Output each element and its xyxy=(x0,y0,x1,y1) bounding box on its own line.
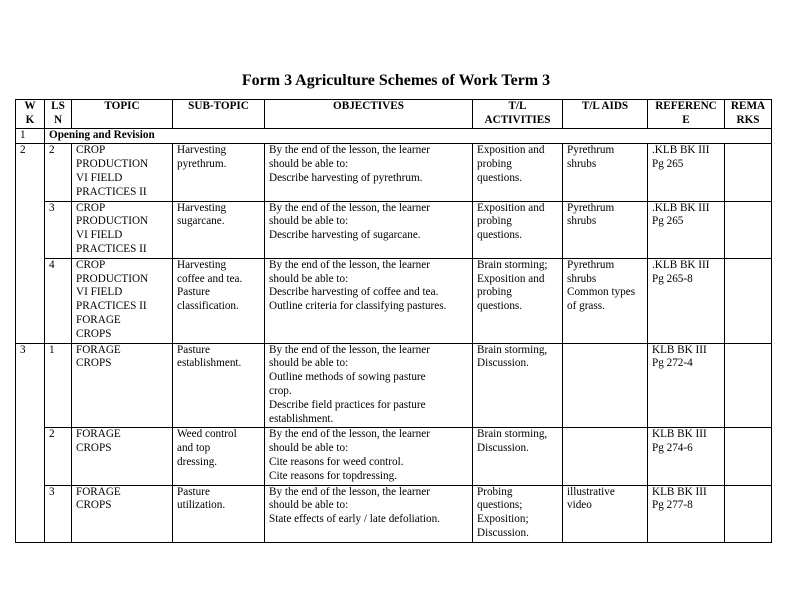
cell-line: utilization. xyxy=(177,499,226,512)
cell-line: By the end of the lesson, the learner xyxy=(269,201,430,214)
reference-cell xyxy=(648,144,725,201)
opening-text: Opening and Revision xyxy=(45,128,772,144)
aids-cell xyxy=(563,428,648,485)
cell-line: establishment. xyxy=(269,412,334,425)
cell-line: Brain storming; xyxy=(477,258,548,271)
lesson-number: 4 xyxy=(45,258,72,343)
cell-line: RKS xyxy=(736,113,760,126)
cell-line: should be able to: xyxy=(269,158,349,171)
page-title: Form 3 Agriculture Schemes of Work Term 3 xyxy=(241,72,551,89)
activities-cell xyxy=(473,258,563,343)
lesson-number: 3 xyxy=(45,201,72,258)
table-row xyxy=(16,258,772,343)
cell-line: Exposition and xyxy=(477,272,545,285)
schemes-table xyxy=(15,99,772,543)
cell-line: should be able to: xyxy=(269,357,349,370)
cell-line: VI FIELD xyxy=(76,229,123,242)
cell-line: shrubs xyxy=(567,158,597,171)
cell-line: CROPS xyxy=(76,442,112,455)
topic-cell xyxy=(72,485,173,542)
objectives-cell xyxy=(265,201,473,258)
cell-line: FORAGE xyxy=(76,343,121,356)
cell-line: PRODUCTION xyxy=(76,215,149,228)
header-subtopic xyxy=(173,100,265,129)
cell-line: ACTIVITIES xyxy=(484,113,551,126)
cell-line: Harvesting xyxy=(177,201,227,214)
cell-line: sugarcane. xyxy=(177,215,225,228)
aids-cell xyxy=(563,343,648,428)
lesson-number: 1 xyxy=(45,343,72,428)
remarks-cell xyxy=(725,428,772,485)
topic-cell xyxy=(72,201,173,258)
cell-line: CROP xyxy=(76,201,106,214)
activities-cell xyxy=(473,343,563,428)
reference-cell xyxy=(648,428,725,485)
topic-cell xyxy=(72,428,173,485)
table-row xyxy=(16,428,772,485)
cell-line: crop. xyxy=(269,384,292,397)
cell-line: VI FIELD xyxy=(76,171,123,184)
remarks-cell xyxy=(725,258,772,343)
cell-line: Discussion. xyxy=(477,357,529,370)
cell-line: Pyrethrum xyxy=(567,201,615,214)
cell-line: .KLB BK III xyxy=(652,258,710,271)
cell-line: questions. xyxy=(477,300,523,313)
header-row xyxy=(16,100,772,129)
cell-line: By the end of the lesson, the learner xyxy=(269,258,430,271)
cell-line: pyrethrum. xyxy=(177,158,227,171)
cell-line: of grass. xyxy=(567,300,605,313)
cell-line: REMA xyxy=(730,100,766,112)
objectives-cell xyxy=(265,428,473,485)
activities-cell xyxy=(473,201,563,258)
objectives-cell xyxy=(265,144,473,201)
cell-line: CROPS xyxy=(76,327,112,340)
subtopic-cell xyxy=(173,428,265,485)
aids-cell xyxy=(563,258,648,343)
cell-line: By the end of the lesson, the learner xyxy=(269,144,430,157)
header-reference xyxy=(648,100,725,129)
cell-line: Cite reasons for topdressing. xyxy=(269,469,398,482)
cell-line: classification. xyxy=(177,300,239,313)
remarks-cell xyxy=(725,343,772,428)
remarks-cell xyxy=(725,201,772,258)
cell-line: PRACTICES II xyxy=(76,185,147,198)
header-activities xyxy=(473,100,563,129)
cell-line: illustrative xyxy=(567,485,615,498)
cell-line: Probing xyxy=(477,485,513,498)
cell-line: Common types xyxy=(567,286,636,299)
opening-row xyxy=(16,128,772,144)
cell-line: PRACTICES II xyxy=(76,242,147,255)
header-lsn xyxy=(45,100,72,129)
objectives-cell xyxy=(265,343,473,428)
table-row xyxy=(16,201,772,258)
cell-line: Pasture xyxy=(177,286,210,299)
cell-line: TOPIC xyxy=(104,100,140,112)
cell-line: VI FIELD xyxy=(76,286,123,299)
cell-line: CROPS xyxy=(76,499,112,512)
reference-cell xyxy=(648,258,725,343)
cell-line: By the end of the lesson, the learner xyxy=(269,485,430,498)
cell-line: Weed control xyxy=(177,428,237,441)
cell-line: Pyrethrum xyxy=(567,144,615,157)
cell-line: Describe field practices for pasture xyxy=(269,398,426,411)
cell-line: T/L AIDS xyxy=(581,100,629,112)
subtopic-cell xyxy=(173,201,265,258)
cell-line: probing xyxy=(477,286,512,299)
cell-line: Pg 265 xyxy=(652,215,684,228)
cell-line: and top xyxy=(177,442,211,455)
subtopic-cell xyxy=(173,485,265,542)
cell-line: Pg 272-4 xyxy=(652,357,693,370)
table-row xyxy=(16,485,772,542)
cell-line: questions; xyxy=(477,499,523,512)
cell-line: Describe harvesting of sugarcane. xyxy=(269,229,421,242)
cell-line: KLB BK III xyxy=(652,428,707,441)
cell-line: .KLB BK III xyxy=(652,144,710,157)
aids-cell xyxy=(563,201,648,258)
cell-line: Pasture xyxy=(177,343,210,356)
week-number: 3 xyxy=(16,343,45,542)
lesson-number: 3 xyxy=(45,485,72,542)
topic-cell xyxy=(72,343,173,428)
cell-line: should be able to: xyxy=(269,442,349,455)
cell-line: Pg 277-8 xyxy=(652,499,693,512)
cell-line: KLB BK III xyxy=(652,343,707,356)
cell-line: Cite reasons for weed control. xyxy=(269,455,404,468)
cell-line: Brain storming, xyxy=(477,343,548,356)
aids-cell xyxy=(563,144,648,201)
cell-line: questions. xyxy=(477,171,523,184)
cell-line: probing xyxy=(477,158,512,171)
cell-line: CROP xyxy=(76,258,106,271)
remarks-cell xyxy=(725,485,772,542)
cell-line: Pyrethrum xyxy=(567,258,615,271)
cell-line: probing xyxy=(477,215,512,228)
lesson-number: 2 xyxy=(45,428,72,485)
activities-cell xyxy=(473,428,563,485)
cell-line: Brain storming, xyxy=(477,428,548,441)
cell-line: KLB BK III xyxy=(652,485,707,498)
cell-line: Discussion. xyxy=(477,526,529,539)
cell-line: shrubs xyxy=(567,215,597,228)
cell-line: PRODUCTION xyxy=(76,158,149,171)
cell-line: establishment. xyxy=(177,357,242,370)
cell-line: Pg 265-8 xyxy=(652,272,693,285)
cell-line: FORAGE xyxy=(76,485,121,498)
cell-line: OBJECTIVES xyxy=(333,100,404,112)
cell-line: Pg 274-6 xyxy=(652,442,693,455)
header-topic xyxy=(72,100,173,129)
cell-line: Exposition and xyxy=(477,201,545,214)
remarks-cell xyxy=(725,144,772,201)
cell-line: coffee and tea. xyxy=(177,272,243,285)
opening-wk: 1 xyxy=(16,128,45,144)
cell-line: CROP xyxy=(76,144,106,157)
cell-line: Exposition and xyxy=(477,144,545,157)
cell-line: E xyxy=(682,113,690,126)
cell-line: Discussion. xyxy=(477,442,529,455)
objectives-cell xyxy=(265,258,473,343)
activities-cell xyxy=(473,144,563,201)
cell-line: questions. xyxy=(477,229,523,242)
reference-cell xyxy=(648,201,725,258)
cell-line: should be able to: xyxy=(269,499,349,512)
cell-line: State effects of early / late defoliation. xyxy=(269,513,440,526)
topic-cell xyxy=(72,258,173,343)
header-objectives xyxy=(265,100,473,129)
cell-line: Outline methods of sowing pasture xyxy=(269,371,426,384)
cell-line: PRODUCTION xyxy=(76,272,149,285)
cell-line: FORAGE xyxy=(76,428,121,441)
subtopic-cell xyxy=(173,144,265,201)
cell-line: should be able to: xyxy=(269,215,349,228)
cell-line: FORAGE xyxy=(76,313,121,326)
cell-line: CROPS xyxy=(76,357,112,370)
cell-line: By the end of the lesson, the learner xyxy=(269,343,430,356)
header-remarks xyxy=(725,100,772,129)
lesson-number: 2 xyxy=(45,144,72,201)
table-row xyxy=(16,144,772,201)
objectives-cell xyxy=(265,485,473,542)
activities-cell xyxy=(473,485,563,542)
reference-cell xyxy=(648,343,725,428)
table-row xyxy=(16,343,772,428)
cell-line: Pg 265 xyxy=(652,158,684,171)
cell-line: .KLB BK III xyxy=(652,201,710,214)
cell-line: W xyxy=(24,100,36,112)
topic-cell xyxy=(72,144,173,201)
header-wk xyxy=(16,100,45,129)
cell-line: SUB-TOPIC xyxy=(188,100,249,112)
cell-line: LS xyxy=(51,100,65,112)
cell-line: K xyxy=(25,113,35,126)
cell-line: REFERENC xyxy=(655,100,717,112)
cell-line: Harvesting xyxy=(177,144,227,157)
cell-line: By the end of the lesson, the learner xyxy=(269,428,430,441)
week-number: 2 xyxy=(16,144,45,343)
cell-line: N xyxy=(53,113,63,126)
cell-line: T/L xyxy=(508,100,527,112)
subtopic-cell xyxy=(173,343,265,428)
cell-line: PRACTICES II xyxy=(76,300,147,313)
subtopic-cell xyxy=(173,258,265,343)
cell-line: Outline criteria for classifying pastures. xyxy=(269,300,447,313)
cell-line: Harvesting xyxy=(177,258,227,271)
cell-line: Pasture xyxy=(177,485,210,498)
cell-line: Describe harvesting of coffee and tea. xyxy=(269,286,439,299)
header-aids xyxy=(563,100,648,129)
cell-line: dressing. xyxy=(177,455,218,468)
aids-cell xyxy=(563,485,648,542)
cell-line: Exposition; xyxy=(477,513,529,526)
cell-line: should be able to: xyxy=(269,272,349,285)
reference-cell xyxy=(648,485,725,542)
cell-line: shrubs xyxy=(567,272,597,285)
cell-line: Describe harvesting of pyrethrum. xyxy=(269,171,423,184)
cell-line: video xyxy=(567,499,592,512)
